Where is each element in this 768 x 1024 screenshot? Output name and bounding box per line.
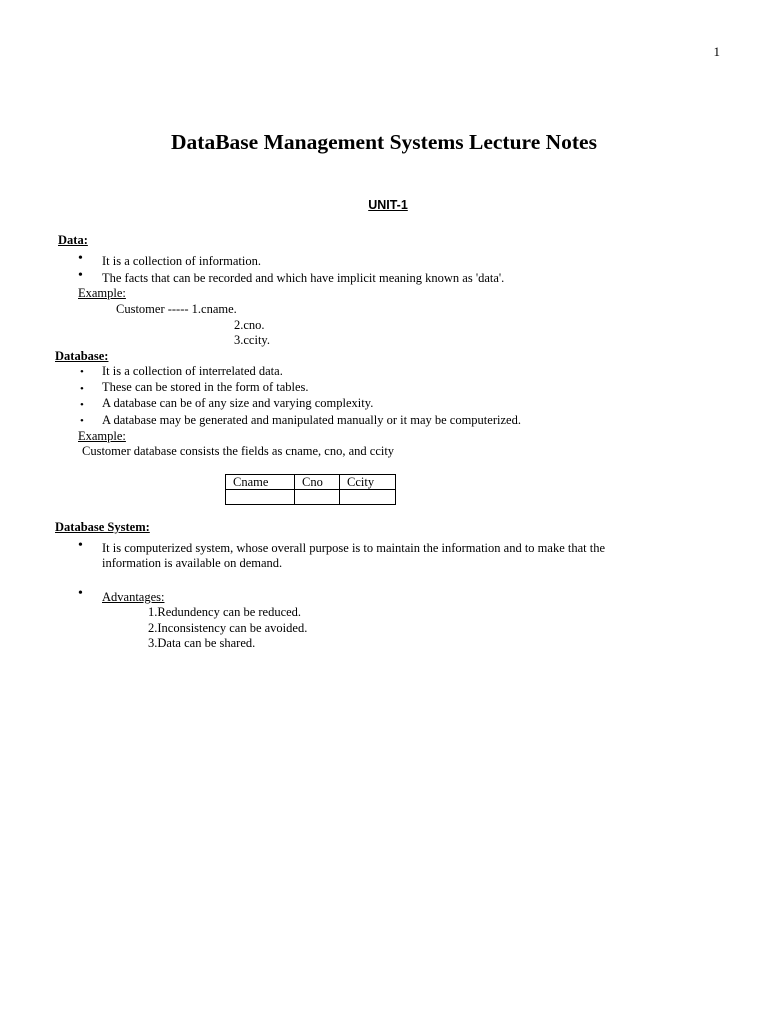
database-heading: Database:: [55, 349, 109, 363]
document-title: DataBase Management Systems Lecture Notes: [171, 130, 597, 154]
data-example-label: Example:: [78, 286, 126, 300]
page-number: 1: [713, 44, 720, 59]
advantage-item-3: 3.Data can be shared.: [148, 636, 256, 650]
advantage-item-2: 2.Inconsistency can be avoided.: [148, 621, 308, 635]
database-bullet-4: A database may be generated and manipulated manually or it may be computerized.: [102, 413, 521, 427]
database-system-line-2: information is available on demand.: [102, 556, 283, 570]
customer-fields-table: [225, 474, 396, 505]
advantages-label: Advantages:: [102, 590, 165, 604]
unit-heading: UNIT-1: [368, 198, 408, 212]
database-system-line-1: It is computerized system, whose overall purpose is to maintain the information and to make that the: [102, 541, 606, 555]
database-bullet-1: It is a collection of interrelated data.: [102, 364, 283, 378]
database-system-heading: Database System:: [55, 520, 150, 534]
table-row: [226, 490, 396, 505]
database-bullet-3: A database can be of any size and varying complexity.: [102, 396, 374, 410]
bullet-icon: •: [80, 399, 84, 411]
data-example-item-3: 3.ccity.: [234, 333, 270, 347]
data-bullet-2: The facts that can be recorded and which have implicit meaning known as 'data'.: [102, 271, 505, 285]
bullet-icon: •: [78, 268, 83, 283]
table-header-cell: Cname: [226, 475, 295, 490]
database-example-text: Customer database consists the fields as cname, cno, and ccity: [82, 444, 395, 458]
bullet-icon: •: [78, 538, 83, 553]
data-bullet-1: It is a collection of information.: [102, 254, 261, 268]
bullet-icon: •: [78, 586, 83, 601]
data-example-line: Customer ----- 1.cname.: [116, 302, 237, 316]
data-heading: Data:: [58, 233, 88, 247]
database-bullet-2: These can be stored in the form of tables.: [102, 380, 309, 394]
table-header-cell: Cno: [295, 475, 340, 490]
table-header-row: [226, 475, 396, 490]
table-cell: [295, 490, 340, 505]
bullet-icon: •: [80, 366, 84, 378]
database-example-label: Example:: [78, 429, 126, 443]
bullet-icon: •: [80, 415, 84, 427]
bullet-icon: •: [78, 251, 83, 266]
bullet-icon: •: [80, 383, 84, 395]
table-cell: [340, 490, 396, 505]
advantage-item-1: 1.Redundency can be reduced.: [148, 605, 302, 619]
table-header-cell: Ccity: [340, 475, 396, 490]
table-cell: [226, 490, 295, 505]
data-example-item-2: 2.cno.: [234, 318, 265, 332]
